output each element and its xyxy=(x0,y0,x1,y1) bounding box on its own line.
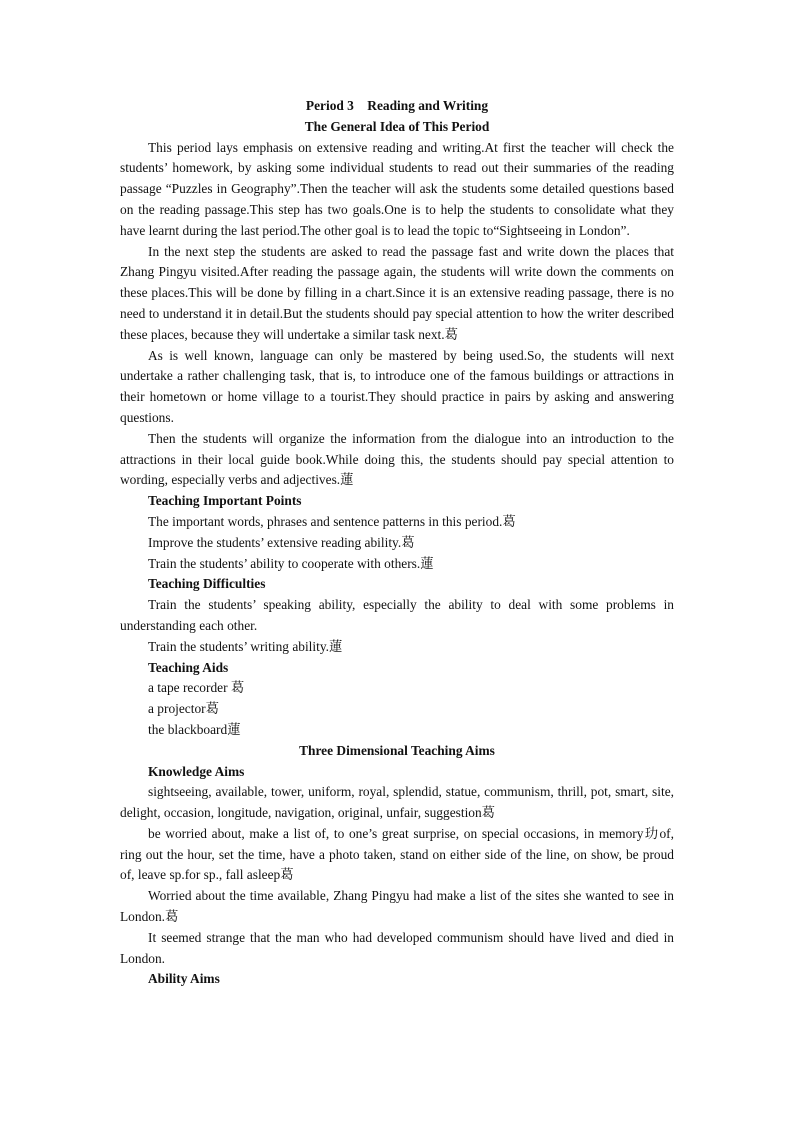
knowledge-sentence-2: It seemed strange that the man who had developed communism should have lived and died in London. xyxy=(120,929,674,966)
paragraph-next-step: In the next step the students are asked to read the passage fast and write down the places that Zhang Pingyu visited.After reading the passage again, the students will write down the comments on these places.This will be done by filling in a chart.Since it is an extensive reading passage, there is no need to understand it in detail.But the students should pay special attention to how the writer described these places, because they will undertake a similar task next.葛 xyxy=(120,243,674,342)
list-item: a projector葛 xyxy=(148,701,220,717)
knowledge-phrases: be worried about, make a list of, to one’s great surprise, on special occasions, in memory玏of, ring out the hour, set the time, have a photo taken, stand on either side of the line, on show, be proud of, leave sp.for sp., fall asleep葛 xyxy=(120,825,674,883)
section-title-general-idea: The General Idea of This Period xyxy=(304,118,490,134)
list-item: the blackboard蓮 xyxy=(148,721,241,737)
heading-ability-aims: Ability Aims xyxy=(148,971,220,987)
paragraph-organize: Then the students will organize the information from the dialogue into an introduction to the attractions in their local guide book.While doing this, the students should pay special attention to wording, especially verbs and adjectives.蓮 xyxy=(120,430,674,488)
list-item: Improve the students’ extensive reading ability.葛 xyxy=(148,534,415,550)
section-title-three-dimensional: Three Dimensional Teaching Aims xyxy=(299,742,495,758)
heading-knowledge-aims: Knowledge Aims xyxy=(148,763,245,779)
list-item: Train the students’ writing ability.蓮 xyxy=(148,638,343,654)
list-item: a tape recorder 葛 xyxy=(148,680,245,696)
list-item: Train the students’ ability to cooperate with others.蓮 xyxy=(148,555,434,571)
list-item: Train the students’ speaking ability, especially the ability to deal with some problems in understanding each other. xyxy=(120,597,674,633)
heading-important-points: Teaching Important Points xyxy=(148,493,302,509)
heading-aids: Teaching Aids xyxy=(148,659,229,675)
knowledge-sentence-1: Worried about the time available, Zhang Pingyu had make a list of the sites she wanted to see in London.葛 xyxy=(120,888,674,925)
list-item: The important words, phrases and sentence patterns in this period.葛 xyxy=(148,513,516,529)
paragraph-intro: This period lays emphasis on extensive reading and writing.At first the teacher will check the students’ homework, by asking some individual students to read out their summaries of the reading passage “Puzzles in Geography”.Then the teacher will ask the students some detailed questions based on the reading passage.This step has two goals.One is to help the students to consolidate what they have learnt during the last period.The other goal is to lead the topic to“Sightseeing in London”. xyxy=(120,139,674,238)
document-page xyxy=(120,96,674,990)
paragraph-language: As is well known, language can only be mastered by being used.So, the students will next undertake a rather challenging task, that is, to introduce one of the famous buildings or attractions in their hometown or home village to a tourist.They should practice in pairs by asking and answering questions. xyxy=(120,347,674,425)
heading-difficulties: Teaching Difficulties xyxy=(148,576,266,592)
knowledge-words: sightseeing, available, tower, uniform, royal, splendid, statue, communism, thrill, pot, smart, site, delight, occasion, longitude, navigation, original, unfair, suggestion葛 xyxy=(120,784,674,821)
document-title: Period 3 Reading and Writing xyxy=(305,98,489,113)
